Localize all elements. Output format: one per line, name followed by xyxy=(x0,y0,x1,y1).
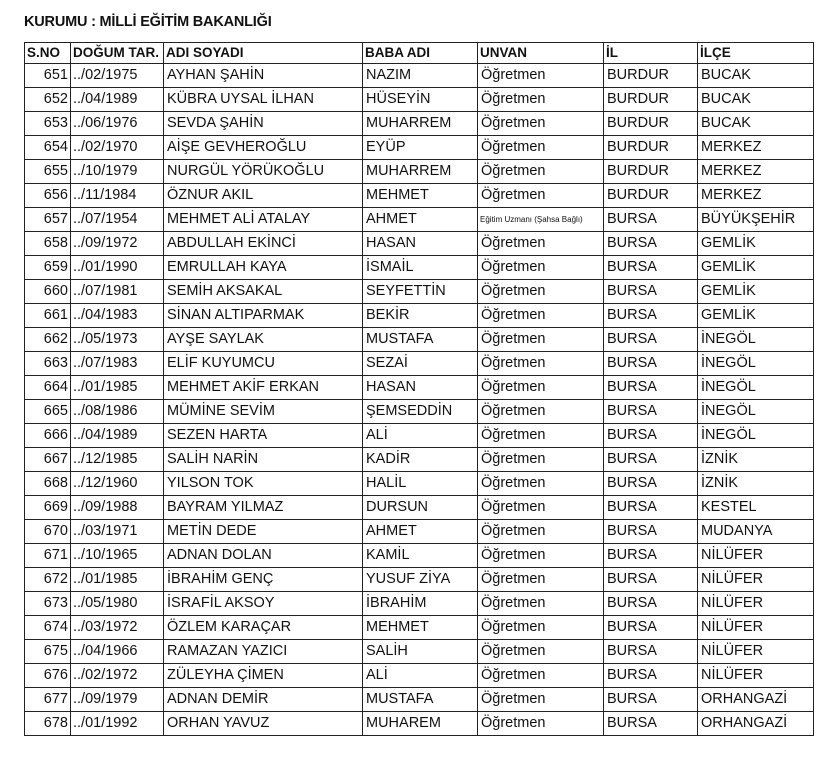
birth-date-cell: ../01/1985 xyxy=(71,568,164,592)
father-name-cell: MUSTAFA xyxy=(363,688,478,712)
table-row xyxy=(25,160,814,184)
district-cell: İNEGÖL xyxy=(698,376,814,400)
birth-date-cell: ../05/1973 xyxy=(71,328,164,352)
full-name-cell: SEZEN HARTA xyxy=(164,424,363,448)
table-row xyxy=(25,712,814,736)
sno-cell: 678 xyxy=(25,712,71,736)
full-name-cell: METİN DEDE xyxy=(164,520,363,544)
district-cell: MERKEZ xyxy=(698,160,814,184)
district-cell: MERKEZ xyxy=(698,136,814,160)
district-cell: GEMLİK xyxy=(698,256,814,280)
birth-date-cell: ../02/1970 xyxy=(71,136,164,160)
sno-cell: 663 xyxy=(25,352,71,376)
full-name-cell: NURGÜL YÖRÜKOĞLU xyxy=(164,160,363,184)
table-row xyxy=(25,256,814,280)
birth-date-cell: ../03/1972 xyxy=(71,616,164,640)
birth-date-cell: ../09/1979 xyxy=(71,688,164,712)
table-row xyxy=(25,88,814,112)
province-cell: BURSA xyxy=(604,232,698,256)
province-cell: BURSA xyxy=(604,448,698,472)
table-row xyxy=(25,208,814,232)
column-header-title: UNVAN xyxy=(478,43,604,64)
full-name-cell: SALİH NARİN xyxy=(164,448,363,472)
father-name-cell: AHMET xyxy=(363,208,478,232)
sno-cell: 662 xyxy=(25,328,71,352)
table-row xyxy=(25,184,814,208)
father-name-cell: MUHARREM xyxy=(363,112,478,136)
column-header-birth-date: DOĞUM TAR. xyxy=(71,43,164,64)
sno-cell: 669 xyxy=(25,496,71,520)
district-cell: NİLÜFER xyxy=(698,544,814,568)
district-cell: BUCAK xyxy=(698,88,814,112)
father-name-cell: HÜSEYİN xyxy=(363,88,478,112)
table-row xyxy=(25,376,814,400)
title-cell: Öğretmen xyxy=(478,424,604,448)
table-row xyxy=(25,592,814,616)
birth-date-cell: ../10/1965 xyxy=(71,544,164,568)
table-row xyxy=(25,472,814,496)
full-name-cell: AİŞE GEVHEROĞLU xyxy=(164,136,363,160)
title-cell: Öğretmen xyxy=(478,376,604,400)
full-name-cell: ÖZNUR AKIL xyxy=(164,184,363,208)
province-cell: BURSA xyxy=(604,664,698,688)
table-row xyxy=(25,568,814,592)
district-cell: BUCAK xyxy=(698,64,814,88)
province-cell: BURSA xyxy=(604,280,698,304)
sno-cell: 654 xyxy=(25,136,71,160)
district-cell: İZNİK xyxy=(698,448,814,472)
sno-cell: 660 xyxy=(25,280,71,304)
title-cell: Öğretmen xyxy=(478,592,604,616)
column-header-full-name: ADI SOYADI xyxy=(164,43,363,64)
full-name-cell: ÖZLEM KARAÇAR xyxy=(164,616,363,640)
sno-cell: 657 xyxy=(25,208,71,232)
father-name-cell: YUSUF ZİYA xyxy=(363,568,478,592)
table-row xyxy=(25,400,814,424)
column-header-district: İLÇE xyxy=(698,43,814,64)
birth-date-cell: ../04/1989 xyxy=(71,424,164,448)
full-name-cell: YILSON TOK xyxy=(164,472,363,496)
district-cell: GEMLİK xyxy=(698,304,814,328)
table-row xyxy=(25,424,814,448)
province-cell: BURSA xyxy=(604,328,698,352)
birth-date-cell: ../11/1984 xyxy=(71,184,164,208)
birth-date-cell: ../12/1985 xyxy=(71,448,164,472)
title-cell: Öğretmen xyxy=(478,184,604,208)
province-cell: BURSA xyxy=(604,712,698,736)
sno-cell: 651 xyxy=(25,64,71,88)
birth-date-cell: ../07/1954 xyxy=(71,208,164,232)
province-cell: BURSA xyxy=(604,520,698,544)
full-name-cell: AYHAN ŞAHİN xyxy=(164,64,363,88)
full-name-cell: MEHMET ALİ ATALAY xyxy=(164,208,363,232)
father-name-cell: AHMET xyxy=(363,520,478,544)
sno-cell: 668 xyxy=(25,472,71,496)
table-row xyxy=(25,496,814,520)
title-cell: Öğretmen xyxy=(478,688,604,712)
birth-date-cell: ../01/1992 xyxy=(71,712,164,736)
column-header-sno: S.NO xyxy=(25,43,71,64)
full-name-cell: ORHAN YAVUZ xyxy=(164,712,363,736)
full-name-cell: AYŞE SAYLAK xyxy=(164,328,363,352)
full-name-cell: ELİF KUYUMCU xyxy=(164,352,363,376)
birth-date-cell: ../09/1972 xyxy=(71,232,164,256)
birth-date-cell: ../06/1976 xyxy=(71,112,164,136)
district-cell: KESTEL xyxy=(698,496,814,520)
province-cell: BURSA xyxy=(604,544,698,568)
title-cell: Öğretmen xyxy=(478,400,604,424)
full-name-cell: EMRULLAH KAYA xyxy=(164,256,363,280)
district-cell: GEMLİK xyxy=(698,280,814,304)
district-cell: İNEGÖL xyxy=(698,424,814,448)
table-row xyxy=(25,640,814,664)
table-row xyxy=(25,352,814,376)
sno-cell: 658 xyxy=(25,232,71,256)
page-title: KURUMU : MİLLİ EĞİTİM BAKANLIĞI xyxy=(24,14,272,30)
title-cell: Öğretmen xyxy=(478,496,604,520)
province-cell: BURSA xyxy=(604,424,698,448)
birth-date-cell: ../10/1979 xyxy=(71,160,164,184)
sno-cell: 676 xyxy=(25,664,71,688)
table-row xyxy=(25,304,814,328)
sno-cell: 653 xyxy=(25,112,71,136)
province-cell: BURDUR xyxy=(604,64,698,88)
district-cell: BUCAK xyxy=(698,112,814,136)
table-row xyxy=(25,448,814,472)
title-cell: Öğretmen xyxy=(478,664,604,688)
full-name-cell: RAMAZAN YAZICI xyxy=(164,640,363,664)
district-cell: İNEGÖL xyxy=(698,328,814,352)
birth-date-cell: ../05/1980 xyxy=(71,592,164,616)
table-row xyxy=(25,328,814,352)
table-row xyxy=(25,280,814,304)
father-name-cell: HALİL xyxy=(363,472,478,496)
sno-cell: 667 xyxy=(25,448,71,472)
title-cell: Öğretmen xyxy=(478,520,604,544)
birth-date-cell: ../08/1986 xyxy=(71,400,164,424)
province-cell: BURSA xyxy=(604,472,698,496)
district-cell: MERKEZ xyxy=(698,184,814,208)
full-name-cell: ZÜLEYHA ÇİMEN xyxy=(164,664,363,688)
title-cell: Öğretmen xyxy=(478,448,604,472)
province-cell: BURSA xyxy=(604,304,698,328)
title-cell: Öğretmen xyxy=(478,64,604,88)
title-cell: Öğretmen xyxy=(478,160,604,184)
father-name-cell: HASAN xyxy=(363,376,478,400)
sno-cell: 673 xyxy=(25,592,71,616)
title-cell: Öğretmen xyxy=(478,88,604,112)
sno-cell: 677 xyxy=(25,688,71,712)
title-cell: Eğitim Uzmanı (Şahsa Bağlı) xyxy=(478,208,604,232)
sno-cell: 670 xyxy=(25,520,71,544)
father-name-cell: İBRAHİM xyxy=(363,592,478,616)
full-name-cell: ABDULLAH EKİNCİ xyxy=(164,232,363,256)
birth-date-cell: ../07/1981 xyxy=(71,280,164,304)
birth-date-cell: ../04/1966 xyxy=(71,640,164,664)
father-name-cell: HASAN xyxy=(363,232,478,256)
province-cell: BURSA xyxy=(604,376,698,400)
province-cell: BURDUR xyxy=(604,88,698,112)
table-row xyxy=(25,64,814,88)
district-cell: İZNİK xyxy=(698,472,814,496)
birth-date-cell: ../09/1988 xyxy=(71,496,164,520)
birth-date-cell: ../01/1985 xyxy=(71,376,164,400)
province-cell: BURSA xyxy=(604,640,698,664)
sno-cell: 675 xyxy=(25,640,71,664)
district-cell: NİLÜFER xyxy=(698,568,814,592)
district-cell: GEMLİK xyxy=(698,232,814,256)
province-cell: BURSA xyxy=(604,352,698,376)
table-row xyxy=(25,520,814,544)
father-name-cell: ALİ xyxy=(363,664,478,688)
province-cell: BURDUR xyxy=(604,112,698,136)
sno-cell: 652 xyxy=(25,88,71,112)
province-cell: BURDUR xyxy=(604,184,698,208)
district-cell: NİLÜFER xyxy=(698,616,814,640)
birth-date-cell: ../04/1989 xyxy=(71,88,164,112)
title-cell: Öğretmen xyxy=(478,568,604,592)
father-name-cell: EYÜP xyxy=(363,136,478,160)
province-cell: BURSA xyxy=(604,616,698,640)
full-name-cell: ADNAN DEMİR xyxy=(164,688,363,712)
sno-cell: 672 xyxy=(25,568,71,592)
personnel-table xyxy=(24,42,814,736)
district-cell: BÜYÜKŞEHİR xyxy=(698,208,814,232)
sno-cell: 664 xyxy=(25,376,71,400)
province-cell: BURSA xyxy=(604,208,698,232)
table-row xyxy=(25,136,814,160)
full-name-cell: İSRAFİL AKSOY xyxy=(164,592,363,616)
sno-cell: 655 xyxy=(25,160,71,184)
sno-cell: 659 xyxy=(25,256,71,280)
father-name-cell: MEHMET xyxy=(363,184,478,208)
title-cell: Öğretmen xyxy=(478,472,604,496)
title-cell: Öğretmen xyxy=(478,280,604,304)
district-cell: ORHANGAZİ xyxy=(698,688,814,712)
title-cell: Öğretmen xyxy=(478,304,604,328)
province-cell: BURDUR xyxy=(604,160,698,184)
birth-date-cell: ../03/1971 xyxy=(71,520,164,544)
sno-cell: 674 xyxy=(25,616,71,640)
full-name-cell: İBRAHİM GENÇ xyxy=(164,568,363,592)
father-name-cell: MEHMET xyxy=(363,616,478,640)
title-cell: Öğretmen xyxy=(478,136,604,160)
sno-cell: 661 xyxy=(25,304,71,328)
full-name-cell: BAYRAM YILMAZ xyxy=(164,496,363,520)
district-cell: İNEGÖL xyxy=(698,400,814,424)
birth-date-cell: ../07/1983 xyxy=(71,352,164,376)
father-name-cell: NAZIM xyxy=(363,64,478,88)
birth-date-cell: ../01/1990 xyxy=(71,256,164,280)
province-cell: BURSA xyxy=(604,256,698,280)
table-row xyxy=(25,616,814,640)
full-name-cell: SEVDA ŞAHİN xyxy=(164,112,363,136)
title-cell: Öğretmen xyxy=(478,112,604,136)
sno-cell: 671 xyxy=(25,544,71,568)
title-cell: Öğretmen xyxy=(478,328,604,352)
father-name-cell: ŞEMSEDDİN xyxy=(363,400,478,424)
full-name-cell: KÜBRA UYSAL İLHAN xyxy=(164,88,363,112)
birth-date-cell: ../02/1975 xyxy=(71,64,164,88)
birth-date-cell: ../04/1983 xyxy=(71,304,164,328)
father-name-cell: MUHARREM xyxy=(363,160,478,184)
column-header-father-name: BABA ADI xyxy=(363,43,478,64)
table-row xyxy=(25,112,814,136)
full-name-cell: ADNAN DOLAN xyxy=(164,544,363,568)
father-name-cell: BEKİR xyxy=(363,304,478,328)
table-body xyxy=(25,64,814,736)
table-row xyxy=(25,544,814,568)
father-name-cell: MUHAREM xyxy=(363,712,478,736)
title-cell: Öğretmen xyxy=(478,232,604,256)
title-cell: Öğretmen xyxy=(478,352,604,376)
title-cell: Öğretmen xyxy=(478,256,604,280)
district-cell: NİLÜFER xyxy=(698,640,814,664)
district-cell: İNEGÖL xyxy=(698,352,814,376)
father-name-cell: MUSTAFA xyxy=(363,328,478,352)
sno-cell: 666 xyxy=(25,424,71,448)
column-header-province: İL xyxy=(604,43,698,64)
table-row xyxy=(25,664,814,688)
father-name-cell: KADİR xyxy=(363,448,478,472)
title-cell: Öğretmen xyxy=(478,640,604,664)
full-name-cell: MEHMET AKİF ERKAN xyxy=(164,376,363,400)
province-cell: BURDUR xyxy=(604,136,698,160)
father-name-cell: SALİH xyxy=(363,640,478,664)
birth-date-cell: ../02/1972 xyxy=(71,664,164,688)
sno-cell: 665 xyxy=(25,400,71,424)
table-row xyxy=(25,688,814,712)
father-name-cell: SEYFETTİN xyxy=(363,280,478,304)
table-header-row xyxy=(25,43,814,64)
full-name-cell: SEMİH AKSAKAL xyxy=(164,280,363,304)
title-cell: Öğretmen xyxy=(478,544,604,568)
province-cell: BURSA xyxy=(604,592,698,616)
province-cell: BURSA xyxy=(604,688,698,712)
sno-cell: 656 xyxy=(25,184,71,208)
title-cell: Öğretmen xyxy=(478,616,604,640)
full-name-cell: MÜMİNE SEVİM xyxy=(164,400,363,424)
father-name-cell: DURSUN xyxy=(363,496,478,520)
father-name-cell: İSMAİL xyxy=(363,256,478,280)
district-cell: MUDANYA xyxy=(698,520,814,544)
title-cell: Öğretmen xyxy=(478,712,604,736)
full-name-cell: SİNAN ALTIPARMAK xyxy=(164,304,363,328)
district-cell: NİLÜFER xyxy=(698,592,814,616)
province-cell: BURSA xyxy=(604,568,698,592)
province-cell: BURSA xyxy=(604,400,698,424)
father-name-cell: KAMİL xyxy=(363,544,478,568)
father-name-cell: SEZAİ xyxy=(363,352,478,376)
table-row xyxy=(25,232,814,256)
district-cell: NİLÜFER xyxy=(698,664,814,688)
birth-date-cell: ../12/1960 xyxy=(71,472,164,496)
father-name-cell: ALİ xyxy=(363,424,478,448)
district-cell: ORHANGAZİ xyxy=(698,712,814,736)
province-cell: BURSA xyxy=(604,496,698,520)
